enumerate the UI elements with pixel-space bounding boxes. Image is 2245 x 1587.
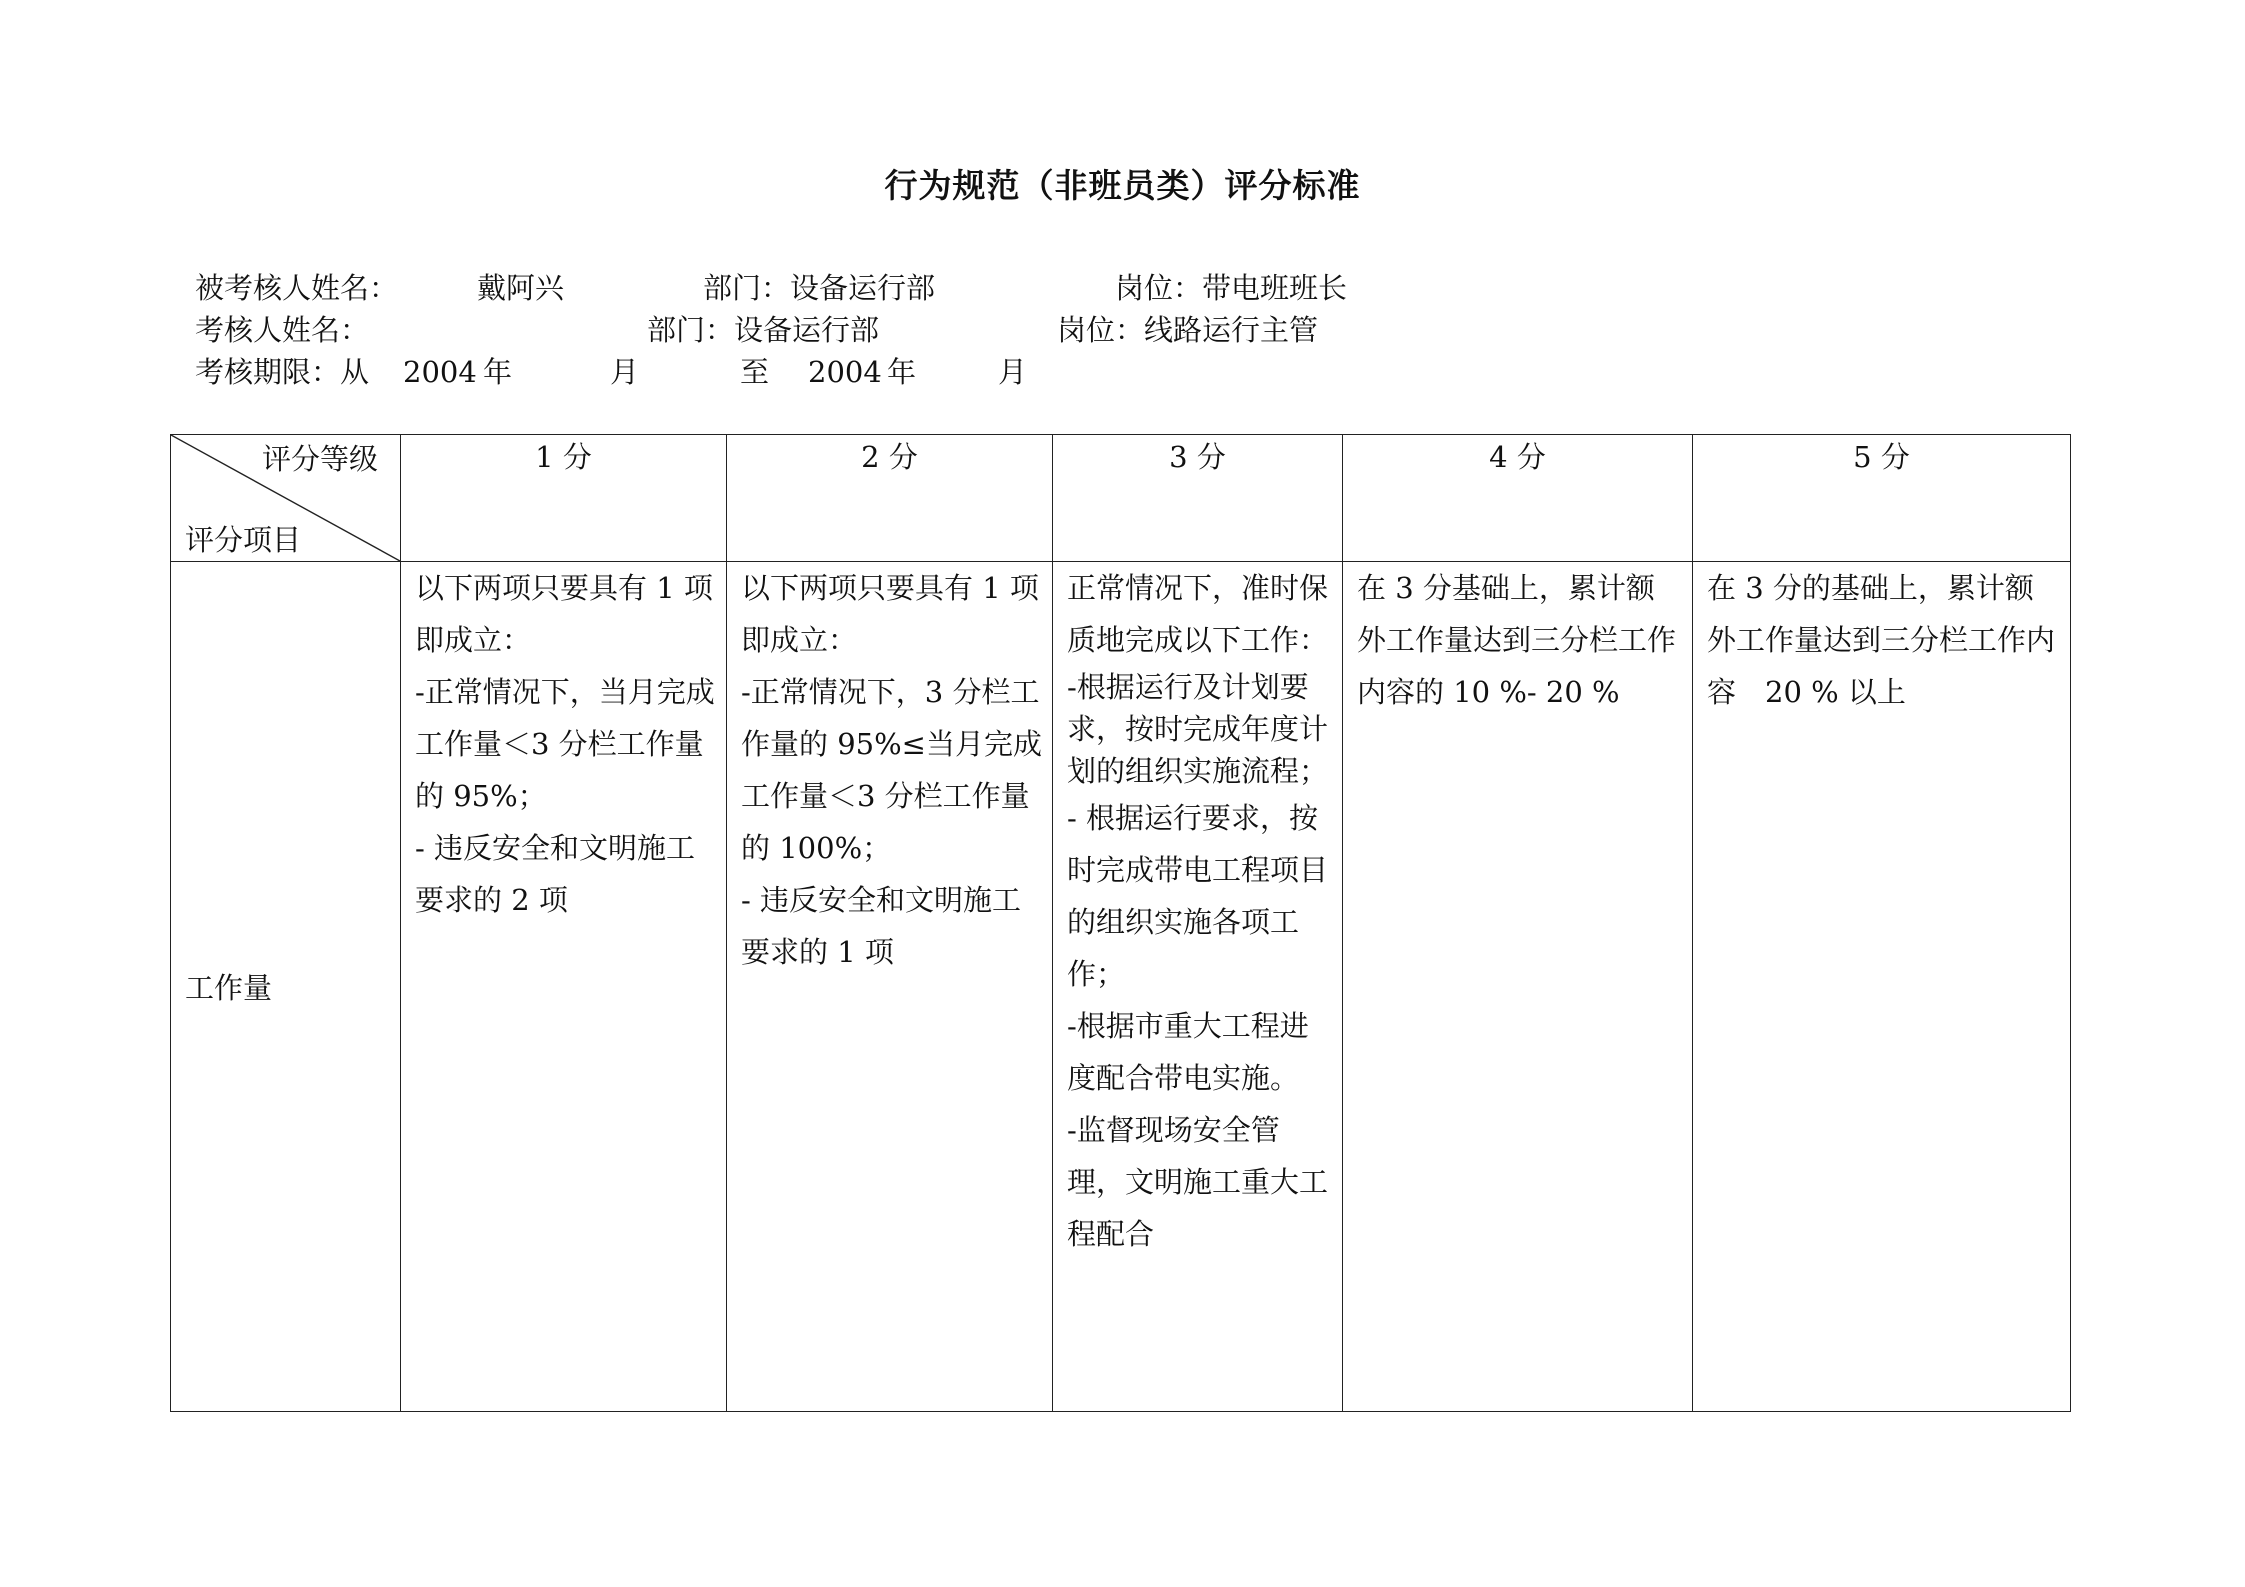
- criteria-text: 在 3 分基础上，累计额外工作量达到三分栏工作内容的 10 %- 20 %: [1357, 571, 1677, 709]
- grade-header-1: 1 分: [401, 435, 727, 562]
- criteria-text: 正常情况下，准时保质地完成以下工作：: [1067, 571, 1329, 657]
- corner-grade-label: 评分等级: [261, 442, 378, 476]
- period-start-year: 2004: [403, 355, 477, 389]
- item-workload: 工作量: [171, 562, 401, 1412]
- criteria-grade-1: [401, 562, 727, 1412]
- assessee-name: 戴阿兴: [477, 271, 565, 305]
- period-end-yue: 月: [998, 355, 1028, 389]
- criteria-text: -正常情况下，当月完成工作量＜3 分栏工作量的 95%；: [415, 675, 715, 813]
- criteria-text: -根据市重大工程进度配合带电实施。: [1067, 1009, 1309, 1095]
- period-start-nian: 年: [483, 355, 513, 389]
- criteria-text: 以下两项只要具有 1 项即成立：: [741, 571, 1039, 657]
- assessee-label: 被考核人姓名：: [195, 271, 399, 305]
- criteria-text: - 违反安全和文明施工要求的 2 项: [415, 831, 696, 917]
- grade-header-3: 3 分: [1053, 435, 1343, 562]
- criteria-text: -根据运行及计划要求，按时完成年度计划的组织实施流程；: [1067, 670, 1329, 788]
- assessor-label: 考核人姓名：: [195, 313, 370, 347]
- criteria-grade-4: [1343, 562, 1693, 1412]
- criteria-text: 在 3 分的基础上，累计额外工作量达到三分栏工作内容 20 % 以上: [1707, 571, 2056, 709]
- assessor-dept: 部门：设备运行部: [647, 313, 880, 347]
- criteria-grade-2: [727, 562, 1053, 1412]
- period-start-yue: 月: [610, 355, 640, 389]
- page-title: 行为规范（非班员类）评分标准: [884, 166, 1361, 205]
- corner-cell: [171, 435, 401, 562]
- header-row: [171, 435, 2071, 562]
- grade-header-5: 5 分: [1693, 435, 2071, 562]
- corner-item-label: 评分项目: [185, 523, 302, 557]
- assessee-post: 岗位：带电班班长: [1115, 271, 1348, 305]
- criteria-text: -监督现场安全管理，文明施工重大工程配合: [1067, 1113, 1329, 1251]
- period-to: 至: [740, 355, 770, 389]
- criteria-text: - 根据运行要求，按时完成带电工程项目的组织实施各项工作；: [1067, 801, 1329, 991]
- criteria-text: - 违反安全和文明施工要求的 1 项: [741, 883, 1022, 969]
- scoring-table: [170, 434, 2071, 1412]
- criteria-grade-5: [1693, 562, 2071, 1412]
- assessee-dept: 部门：设备运行部: [703, 271, 936, 305]
- period-end-nian: 年: [887, 355, 917, 389]
- criteria-text: -正常情况下，3 分栏工作量的 95%≤当月完成工作量＜3 分栏工作量的 100%；: [741, 675, 1042, 865]
- criteria-grade-3: [1053, 562, 1343, 1412]
- period-label: 考核期限：从: [195, 355, 370, 389]
- period-end-year: 2004: [808, 355, 882, 389]
- table-row: [171, 562, 2071, 1412]
- grade-header-4: 4 分: [1343, 435, 1693, 562]
- criteria-text: 以下两项只要具有 1 项即成立：: [415, 571, 713, 657]
- assessor-post: 岗位：线路运行主管: [1057, 313, 1319, 347]
- grade-header-2: 2 分: [727, 435, 1053, 562]
